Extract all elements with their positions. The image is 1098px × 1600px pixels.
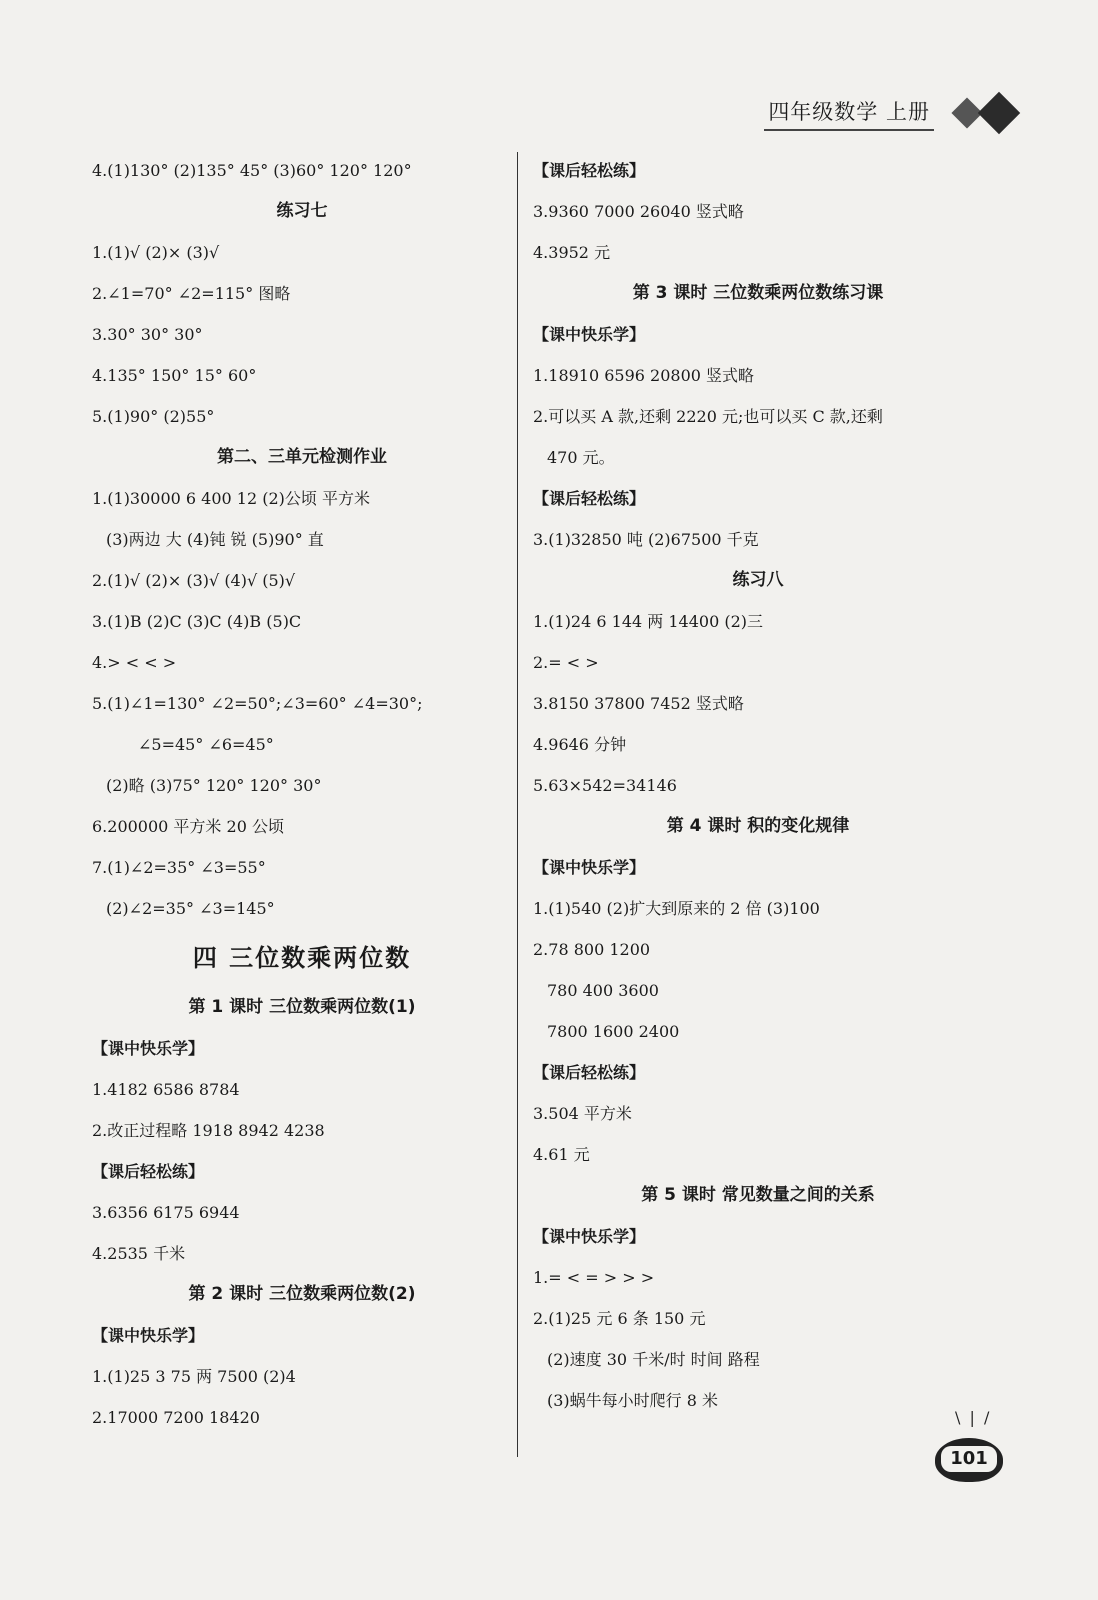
answer-line: 1.= < = > > > <box>533 1268 655 1287</box>
answer-line: 2.可以买 A 款,还剩 2220 元;也可以买 C 款,还剩 <box>533 407 883 426</box>
answer-line: 780 400 3600 <box>547 981 659 1000</box>
answer-line: 4.> < < > <box>92 653 177 672</box>
answer-line: 470 元。 <box>547 448 615 467</box>
answer-line: 【课后轻松练】 <box>533 161 646 180</box>
answer-line: 1.18910 6596 20800 竖式略 <box>533 366 755 385</box>
answer-line: 1.(1)√ (2)× (3)√ <box>92 243 220 262</box>
answer-line: (3)蜗牛每小时爬行 8 米 <box>547 1391 719 1410</box>
answer-line: 第二、三单元检测作业 <box>217 447 387 467</box>
sparkle-icon: \ | / <box>955 1408 992 1427</box>
answer-line: (2)∠2=35° ∠3=145° <box>106 899 275 918</box>
answer-line: 4.(1)130° (2)135° 45° (3)60° 120° 120° <box>92 161 412 180</box>
answer-line: 【课中快乐学】 <box>533 1227 646 1246</box>
header-title: 四年级数学 上册 <box>764 96 934 131</box>
answer-line: 第 1 课时 三位数乘两位数(1) <box>188 997 416 1017</box>
answer-line: 3.(1)32850 吨 (2)67500 千克 <box>533 530 759 549</box>
answer-line: 1.(1)540 (2)扩大到原来的 2 倍 (3)100 <box>533 899 820 918</box>
answer-line: 3.(1)B (2)C (3)C (4)B (5)C <box>92 612 302 631</box>
answer-line: 5.(1)∠1=130° ∠2=50°;∠3=60° ∠4=30°; <box>92 694 423 713</box>
answer-line: 【课后轻松练】 <box>92 1162 205 1181</box>
answer-line: ∠5=45° ∠6=45° <box>138 735 274 754</box>
page-number: 101 <box>941 1446 997 1472</box>
answer-line: 【课后轻松练】 <box>533 1063 646 1082</box>
answer-line: 2.∠1=70° ∠2=115° 图略 <box>92 284 291 303</box>
diamond-decoration-icon <box>948 88 1028 138</box>
answer-line: 3.30° 30° 30° <box>92 325 203 344</box>
answer-line: 第 2 课时 三位数乘两位数(2) <box>188 1284 416 1304</box>
answer-line: 1.(1)30000 6 400 12 (2)公顷 平方米 <box>92 489 371 508</box>
answer-line: 【课中快乐学】 <box>92 1039 205 1058</box>
answer-line: 5.(1)90° (2)55° <box>92 407 215 426</box>
answer-line: 【课中快乐学】 <box>92 1326 205 1345</box>
answer-line: 3.6356 6175 6944 <box>92 1203 240 1222</box>
answer-line: (3)两边 大 (4)钝 锐 (5)90° 直 <box>106 530 324 549</box>
answer-line: 1.(1)24 6 144 两 14400 (2)三 <box>533 612 764 631</box>
answer-line: 2.(1)√ (2)× (3)√ (4)√ (5)√ <box>92 571 296 590</box>
answer-line: 练习八 <box>732 570 784 590</box>
answer-line: 【课中快乐学】 <box>533 325 646 344</box>
answer-line: 练习七 <box>276 201 328 221</box>
answer-line: 3.9360 7000 26040 竖式略 <box>533 202 744 221</box>
answer-line: 1.(1)25 3 75 两 7500 (2)4 <box>92 1367 296 1386</box>
answer-line: 2.= < > <box>533 653 599 672</box>
answer-line: 4.135° 150° 15° 60° <box>92 366 257 385</box>
answer-line: 【课后轻松练】 <box>533 489 646 508</box>
left-column <box>92 150 512 1438</box>
answer-line: 3.8150 37800 7452 竖式略 <box>533 694 744 713</box>
page-header <box>764 88 1028 138</box>
answer-line: (2)略 (3)75° 120° 120° 30° <box>106 776 322 795</box>
answer-line: 4.61 元 <box>533 1145 590 1164</box>
answer-line: 四 三位数乘两位数 <box>192 944 412 972</box>
answer-line: 7800 1600 2400 <box>547 1022 680 1041</box>
answer-line: 2.17000 7200 18420 <box>92 1408 260 1427</box>
answer-line: 第 5 课时 常见数量之间的关系 <box>641 1185 875 1205</box>
page-number-badge <box>935 1408 1007 1484</box>
answer-line: 第 4 课时 积的变化规律 <box>666 816 850 836</box>
column-divider <box>517 152 518 1457</box>
answer-line: 2.78 800 1200 <box>533 940 651 959</box>
right-column <box>533 150 983 1421</box>
answer-line: 1.4182 6586 8784 <box>92 1080 240 1099</box>
answer-line: 7.(1)∠2=35° ∠3=55° <box>92 858 266 877</box>
answer-line: 2.改正过程略 1918 8942 4238 <box>92 1121 325 1140</box>
answer-line: 4.2535 千米 <box>92 1244 186 1263</box>
answer-line: 第 3 课时 三位数乘两位数练习课 <box>632 283 884 303</box>
answer-line: 4.9646 分钟 <box>533 735 627 754</box>
answer-line: (2)速度 30 千米/时 时间 路程 <box>547 1350 760 1369</box>
answer-line: 3.504 平方米 <box>533 1104 632 1123</box>
answer-line: 2.(1)25 元 6 条 150 元 <box>533 1309 706 1328</box>
answer-line: 4.3952 元 <box>533 243 611 262</box>
answer-line: 【课中快乐学】 <box>533 858 646 877</box>
answer-line: 5.63×542=34146 <box>533 776 677 795</box>
answer-line: 6.200000 平方米 20 公顷 <box>92 817 284 836</box>
